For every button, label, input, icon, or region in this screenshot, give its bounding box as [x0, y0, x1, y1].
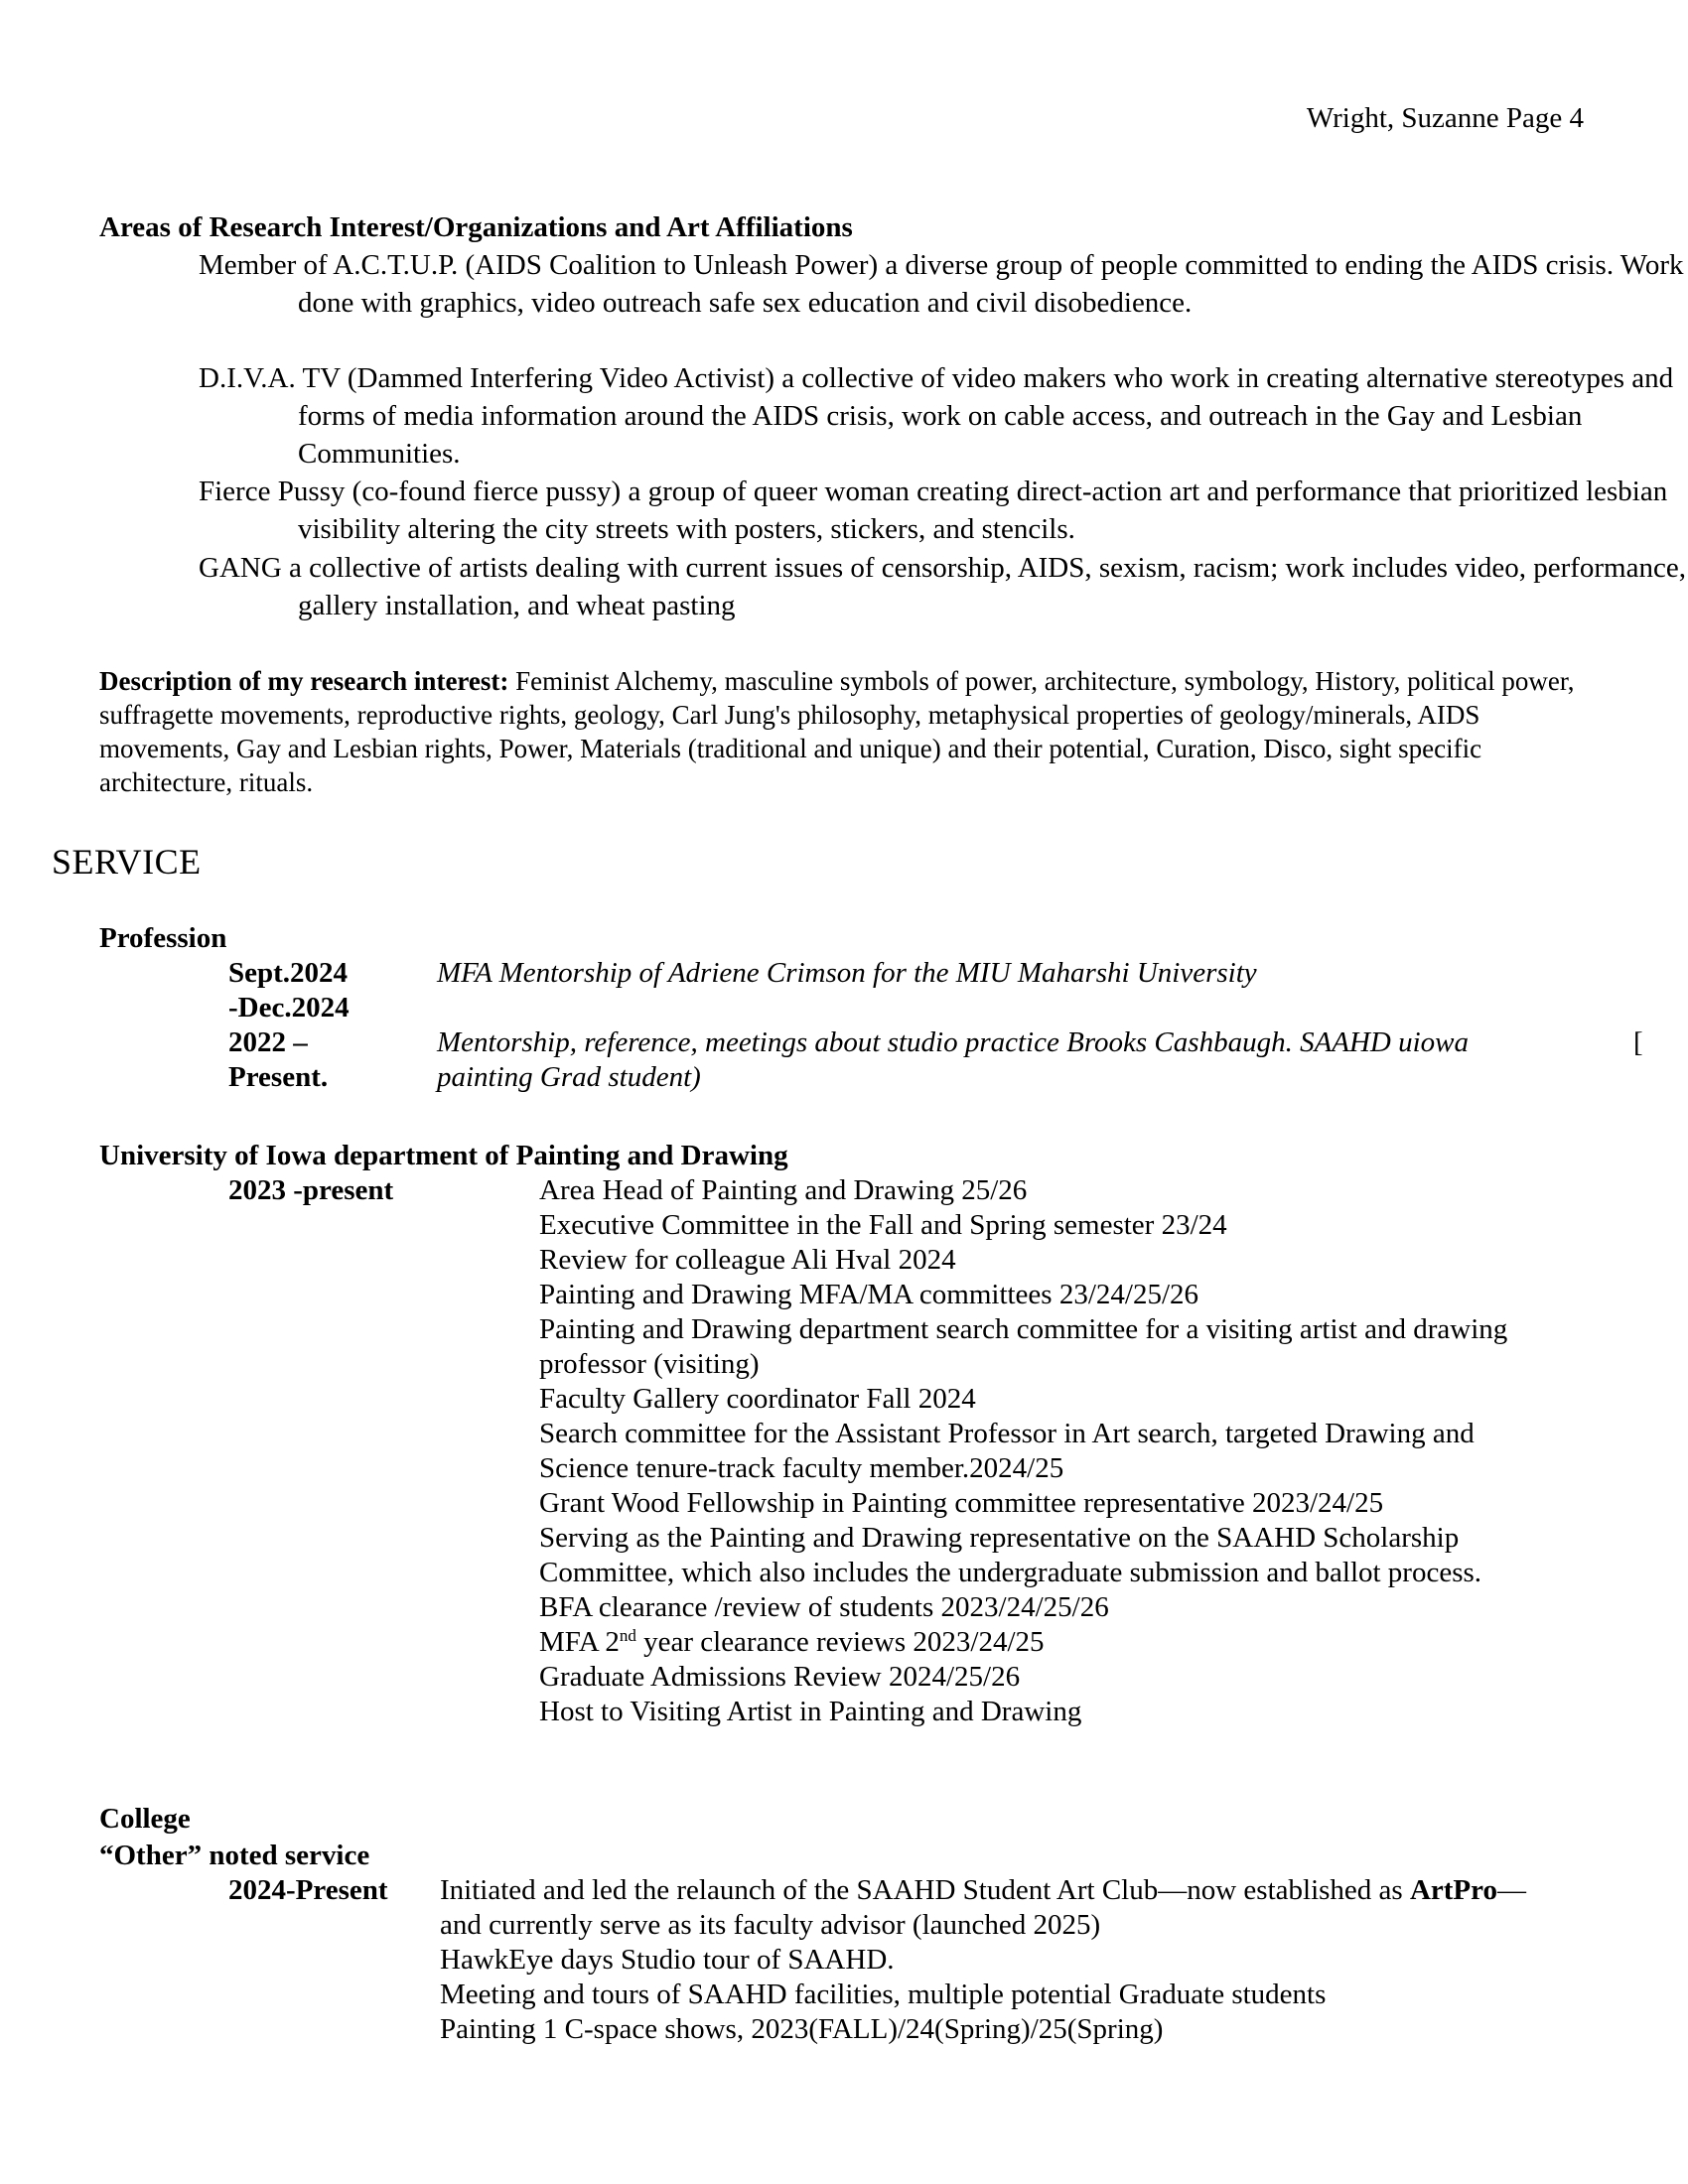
department-heading: University of Iowa department of Painting and Drawing — [99, 1140, 788, 1171]
college-item: and currently serve as its faculty advisor (launched 2025) — [440, 1909, 1101, 1941]
research-description-text: Feminist Alchemy, masculine symbols of power, architecture, symbology, History, political power, suffragette movements, reproductive rights, geology, Carl Jung's philosophy, metaphysical properties of geology/minerals, AIDS movements, Gay and Lesbian rights, Power, Materials (traditional and unique) and their potential, Curation, Disco, sight specific architecture, rituals. — [99, 666, 1575, 797]
affiliation-actup: Member of A.C.T.U.P. (AIDS Coalition to Unleash Power) a diverse group of people committed to ending the AIDS crisis. Work done with graphics, video outreach safe sex education and civil disobedience. — [199, 249, 1684, 319]
profession-entry-2-line-1: Mentorship, reference, meetings about studio practice Brooks Cashbaugh. SAAHD uiowa — [437, 1026, 1470, 1058]
affiliation-gang: GANG a collective of artists dealing with current issues of censorship, AIDS, sexism, racism; work includes video, performance, gallery installation, and wheat pasting — [199, 552, 1686, 621]
profession-entry-1: MFA Mentorship of Adriene Crimson for the MIU Maharshi University — [437, 957, 1257, 989]
dept-item: professor (visiting) — [539, 1348, 760, 1380]
college-item: Painting 1 C-space shows, 2023(FALL)/24(Spring)/25(Spring) — [440, 2013, 1164, 2045]
research-description-label: Description of my research interest: — [99, 666, 509, 696]
college-date: 2024-Present — [228, 1874, 388, 1906]
college-heading: College — [99, 1803, 191, 1835]
dept-item: Review for colleague Ali Hval 2024 — [539, 1244, 956, 1276]
artpro-post: — — [1497, 1874, 1526, 1906]
profession-heading: Profession — [99, 922, 227, 954]
artpro-name: ArtPro — [1409, 1874, 1497, 1906]
dept-item: Painting and Drawing MFA/MA committees 23/24/25/26 — [539, 1279, 1199, 1310]
dept-item: Painting and Drawing department search committee for a visiting artist and drawing — [539, 1313, 1508, 1345]
mfa-prefix: MFA 2 — [539, 1626, 620, 1658]
dept-item: Executive Committee in the Fall and Spring semester 23/24 — [539, 1209, 1227, 1241]
department-date: 2023 -present — [228, 1174, 394, 1206]
dept-item: Committee, which also includes the undergraduate submission and ballot process. — [539, 1557, 1482, 1588]
dept-item: BFA clearance /review of students 2023/24/25/26 — [539, 1591, 1109, 1623]
dept-item: Serving as the Painting and Drawing representative on the SAAHD Scholarship — [539, 1522, 1460, 1554]
college-subheading: “Other” noted service — [99, 1840, 370, 1871]
mfa-suffix: year clearance reviews 2023/24/25 — [635, 1626, 1045, 1658]
profession-date-2a: 2022 – — [228, 1026, 308, 1058]
dept-item: Graduate Admissions Review 2024/25/26 — [539, 1661, 1021, 1693]
dept-item: Science tenure-track faculty member.2024/25 — [539, 1452, 1064, 1484]
mfa-sup: nd — [619, 1626, 636, 1645]
profession-date-1a: Sept.2024 — [228, 957, 349, 989]
dept-item: Area Head of Painting and Drawing 25/26 — [539, 1174, 1028, 1206]
profession-date-1b: -Dec.2024 — [228, 992, 350, 1024]
college-item: Meeting and tours of SAAHD facilities, multiple potential Graduate students — [440, 1979, 1327, 2010]
profession-date-2b: Present. — [228, 1061, 329, 1093]
service-title: SERVICE — [52, 842, 202, 882]
running-head: Wright, Suzanne Page 4 — [1306, 102, 1584, 134]
dept-item: Faculty Gallery coordinator Fall 2024 — [539, 1383, 976, 1415]
research-description — [99, 664, 1589, 799]
artpro-pre: Initiated and led the relaunch of the SAAHD Student Art Club—now established as — [440, 1874, 1410, 1906]
affiliation-diva-tv: D.I.V.A. TV (Dammed Interfering Video Activist) a collective of video makers who work in creating alternative stereotypes and forms of media information around the AIDS crisis, work on cable access, and outreach in the Gay and Lesbian Communities. — [199, 362, 1674, 470]
research-heading: Areas of Research Interest/Organizations and Art Affiliations — [99, 211, 853, 243]
dept-item-mfa-clearance — [539, 1625, 1045, 1660]
dept-item: Search committee for the Assistant Professor in Art search, targeted Drawing and — [539, 1418, 1475, 1449]
dept-item: Grant Wood Fellowship in Painting committee representative 2023/24/25 — [539, 1487, 1384, 1519]
profession-entry-2-line-2: painting Grad student) — [437, 1061, 701, 1093]
college-item-artpro — [440, 1873, 1526, 1908]
affiliation-fierce-pussy: Fierce Pussy (co-found fierce pussy) a group of queer woman creating direct-action art and performance that prioritized lesbian visibility altering the city streets with posters, stickers, and stencils. — [199, 476, 1668, 545]
college-item: HawkEye days Studio tour of SAAHD. — [440, 1944, 895, 1976]
margin-bracket: [ — [1633, 1026, 1643, 1058]
dept-item: Host to Visiting Artist in Painting and Drawing — [539, 1696, 1082, 1727]
